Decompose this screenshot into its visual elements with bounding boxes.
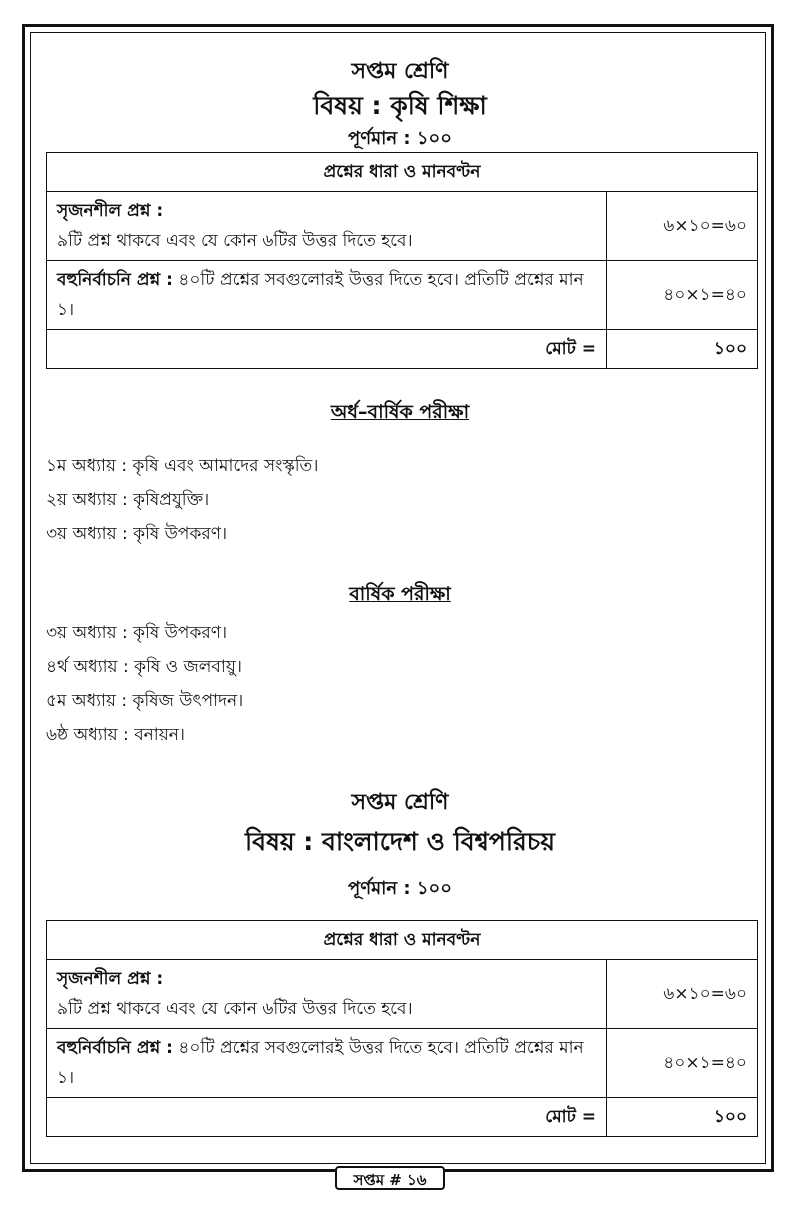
total-label: মোট =: [47, 1098, 607, 1137]
marks-table-1: [46, 152, 758, 369]
table-row: [47, 1098, 758, 1137]
table-row: [47, 330, 758, 369]
creative-question-marks: ৬×১০=৬০: [607, 960, 758, 1029]
mcq-cell: [47, 261, 607, 330]
list-item: ১ম অধ্যায় : কৃষি এবং আমাদের সংস্কৃতি।: [46, 456, 319, 476]
creative-question-label: সৃজনশীল প্রশ্ন :: [57, 969, 164, 989]
list-item: ৬ষ্ঠ অধ্যায় : বনায়ন।: [46, 725, 185, 745]
mcq-text: ৪০টি প্রশ্নের সবগুলোরই উত্তর দিতে হবে। প্রতিটি প্রশ্নের মান ১।: [57, 270, 584, 320]
table-header: প্রশ্নের ধারা ও মানবণ্টন: [47, 153, 758, 192]
annual-title: বার্ষিক পরীক্ষা: [349, 583, 451, 605]
mcq-cell: [47, 1029, 607, 1098]
list-item: ৩য় অধ্যায় : কৃষি উপকরণ।: [46, 524, 228, 544]
mcq-marks: ৪০×১=৪০: [607, 261, 758, 330]
list-item: ৩য় অধ্যায় : কৃষি উপকরণ।: [46, 623, 228, 643]
table-header: প্রশ্নের ধারা ও মানবণ্টন: [47, 921, 758, 960]
list-item: ৫ম অধ্যায় : কৃষিজ উৎপাদন।: [46, 691, 244, 711]
mcq-label: বহুনির্বাচনি প্রশ্ন :: [57, 1038, 173, 1058]
class-title-2: সপ্তম শ্রেণি: [351, 790, 449, 815]
mcq-marks: ৪০×১=৪০: [607, 1029, 758, 1098]
mcq-text: ৪০টি প্রশ্নের সবগুলোরই উত্তর দিতে হবে। প্রতিটি প্রশ্নের মান ১।: [57, 1038, 584, 1088]
class-title-1: সপ্তম শ্রেণি: [351, 59, 449, 84]
creative-question-cell: [47, 960, 607, 1029]
list-item: ৪র্থ অধ্যায় : কৃষি ও জলবায়ু।: [46, 657, 242, 677]
half-yearly-heading: [0, 398, 800, 430]
creative-question-label: সৃজনশীল প্রশ্ন :: [57, 201, 164, 221]
table-row: [47, 261, 758, 330]
creative-question-text: ৯টি প্রশ্ন থাকবে এবং যে কোন ৬টির উত্তর দিতে হবে।: [57, 231, 413, 251]
mcq-label: বহুনির্বাচনি প্রশ্ন :: [57, 270, 173, 290]
total-label: মোট =: [47, 330, 607, 369]
table-row: [47, 192, 758, 261]
total-value: ১০০: [607, 330, 758, 369]
table-row: [47, 960, 758, 1029]
subject-title-2: বিষয় : বাংলাদেশ ও বিশ্বপরিচয়: [245, 827, 555, 856]
subject-title-1: বিষয় : কৃষি শিক্ষা: [313, 91, 487, 120]
table-row: [47, 1029, 758, 1098]
creative-question-marks: ৬×১০=৬০: [607, 192, 758, 261]
creative-question-cell: [47, 192, 607, 261]
annual-heading: [0, 580, 800, 612]
page-number: সপ্তম # ১৬: [335, 1166, 445, 1190]
creative-question-text: ৯টি প্রশ্ন থাকবে এবং যে কোন ৬টির উত্তর দিতে হবে।: [57, 999, 413, 1019]
half-yearly-title: অর্ধ–বার্ষিক পরীক্ষা: [330, 401, 470, 423]
total-value: ১০০: [607, 1098, 758, 1137]
marks-table-2: [46, 920, 758, 1137]
list-item: ২য় অধ্যায় : কৃষিপ্রযুক্তি।: [46, 490, 210, 510]
full-marks-2: পূর্ণমান : ১০০: [348, 878, 452, 899]
full-marks-1: পূর্ণমান : ১০০: [348, 128, 452, 149]
